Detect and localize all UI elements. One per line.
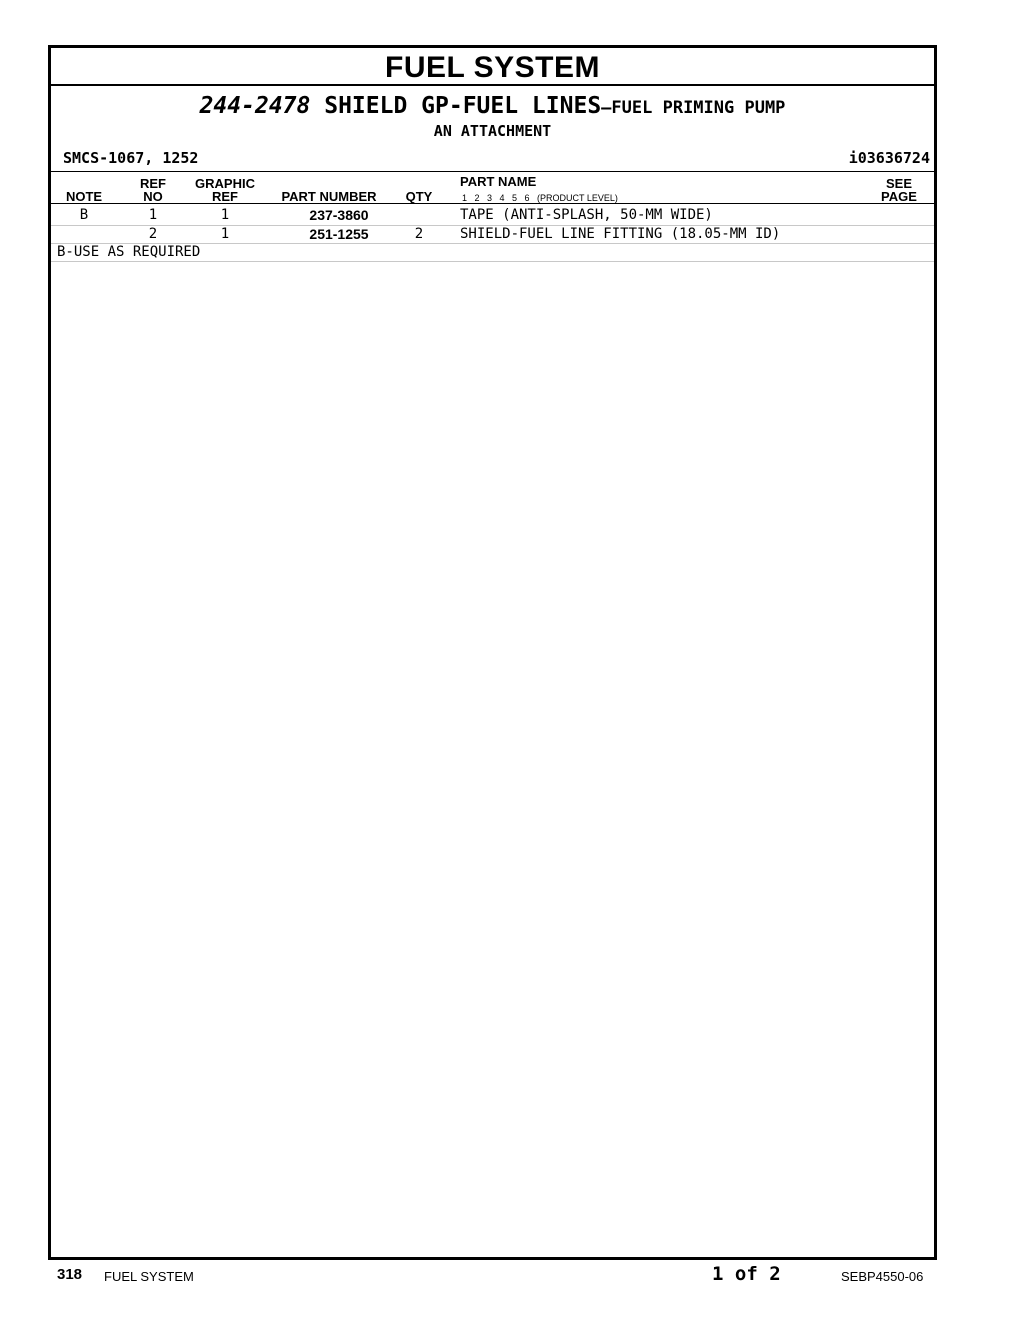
row-graphic-ref: 1 [220, 207, 230, 223]
column-header-part-number: PART NUMBER [281, 189, 377, 204]
section-title: FUEL SYSTEM [51, 48, 934, 86]
group-name: SHIELD GP-FUEL LINES [324, 93, 602, 119]
row-ref-no: 2 [148, 226, 158, 242]
row-part-number[interactable]: 237-3860 [309, 207, 369, 223]
group-title [51, 92, 934, 122]
column-header-note: NOTE [65, 189, 103, 204]
column-header-graphic-bottom: REF [212, 189, 238, 204]
header-bottom-rule [51, 203, 934, 204]
row-part-name: SHIELD-FUEL LINE FITTING (18.05-MM ID) [460, 226, 781, 242]
footer-section-name: FUEL SYSTEM [104, 1269, 194, 1284]
parts-list-frame [48, 45, 937, 1260]
sheet-indicator: 1 of 2 [712, 1263, 781, 1285]
usage-note: B-USE AS REQUIRED [57, 244, 201, 260]
group-dash: — [601, 98, 612, 118]
page-number: 318 [57, 1266, 83, 1283]
header-top-rule [51, 171, 934, 172]
row-part-name: TAPE (ANTI-SPLASH, 50-MM WIDE) [460, 207, 713, 223]
column-header-qty: QTY [405, 189, 433, 204]
product-level-scale: 1 2 3 4 5 6 (PRODUCT LEVEL) [462, 193, 618, 203]
document-number: SEBP4550-06 [841, 1269, 924, 1284]
group-subtitle: AN ATTACHMENT [433, 122, 552, 140]
group-suffix: FUEL PRIMING PUMP [611, 98, 786, 118]
column-header-ref-bottom: NO [143, 189, 163, 204]
column-header-ref-top: REF [140, 176, 166, 191]
row-divider [51, 261, 934, 262]
row-ref-no: 1 [148, 207, 158, 223]
column-header-part-name: PART NAME [460, 174, 537, 189]
illustration-id: i03636724 [848, 149, 930, 167]
row-note: B [79, 207, 89, 223]
row-graphic-ref: 1 [220, 226, 230, 242]
row-part-number[interactable]: 251-1255 [309, 226, 369, 242]
column-header-see-top: SEE [885, 176, 912, 191]
smcs-code: SMCS-1067, 1252 [63, 149, 199, 167]
row-qty: 2 [414, 226, 424, 242]
group-number: 244-2478 [199, 93, 311, 119]
column-header-see-bottom: PAGE [881, 189, 917, 204]
column-header-graphic-top: GRAPHIC [195, 176, 255, 191]
